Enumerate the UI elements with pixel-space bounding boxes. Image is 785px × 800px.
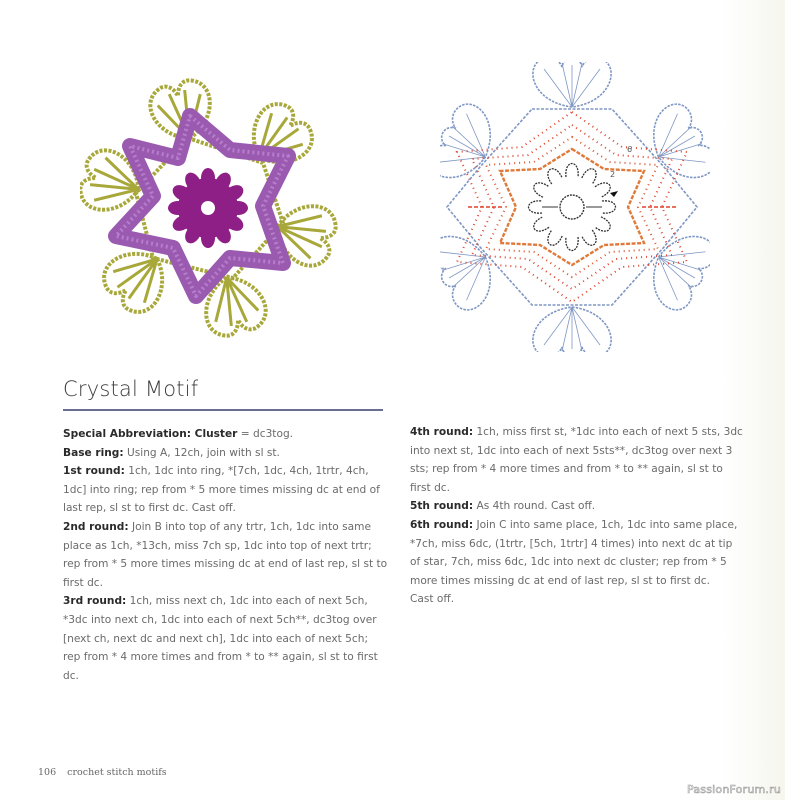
page-number: 106 bbox=[38, 767, 57, 778]
motif-photo bbox=[80, 78, 340, 338]
instruction-round-5: 5th round: As 4th round. Cast off. bbox=[410, 500, 596, 513]
instruction-special-abbreviation: Special Abbreviation: Cluster = dc3tog. bbox=[63, 428, 294, 440]
round-label-6: 6 bbox=[627, 145, 633, 154]
instruction-cast-off: Cast off. bbox=[410, 593, 455, 606]
watermark: PassionForum.ru bbox=[687, 783, 781, 796]
instruction-round-3: 3rd round: 1ch, miss next ch, 1dc into each of next 5ch, *3dc into next ch, 1dc into each of next 5ch**, dc3tog over [next ch, next dc and next ch], 1dc into each of next 5ch; rep from * 4 more times and from * to ** again, sl st to first dc. bbox=[63, 595, 378, 682]
page-title: Crystal Motif bbox=[63, 377, 199, 401]
instruction-base-ring: Base ring: Using A, 12ch, join with sl st. bbox=[63, 446, 280, 459]
instruction-round-4: 4th round: 1ch, miss first st, *1dc into each of next 5 sts, 3dc into next st, 1dc into each of next 5sts**, dc3tog over next 3 sts; rep from * 4 more times and from * to ** again, sl st to first dc. bbox=[410, 426, 743, 494]
crochet-chart-diagram bbox=[440, 62, 710, 352]
section-name: crochet stitch motifs bbox=[67, 767, 167, 778]
page-footer bbox=[38, 767, 167, 778]
instructions-left-column bbox=[63, 425, 388, 685]
instruction-round-6: 6th round: Join C into same place, 1ch, 1dc into same place, *7ch, miss 6dc, (1trtr, [5ch, 1trtr] 4 times) into next dc at tip of star, 7ch, miss 6dc, 1dc into next dc cluster; rep from * 5 more times missing dc at end of last rep, sl st to first dc. bbox=[410, 518, 738, 587]
instruction-round-2: 2nd round: Join B into top of any trtr, 1ch, 1dc into same place as 1ch, *13ch, miss 7ch sp, 1dc into top of next trtr; rep from * 5 more times missing dc at end of last rep, sl st to first dc. bbox=[63, 520, 388, 589]
instructions-right-column bbox=[410, 423, 745, 609]
round-label-2: 2 bbox=[610, 170, 616, 179]
title-rule bbox=[63, 409, 383, 411]
instruction-round-1: 1st round: 1ch, 1dc into ring, *[7ch, 1dc, 4ch, 1trtr, 4ch, 1dc] into ring; rep from * 5 more times missing dc at end of last rep, sl st to first dc. Cast off. bbox=[63, 465, 380, 515]
